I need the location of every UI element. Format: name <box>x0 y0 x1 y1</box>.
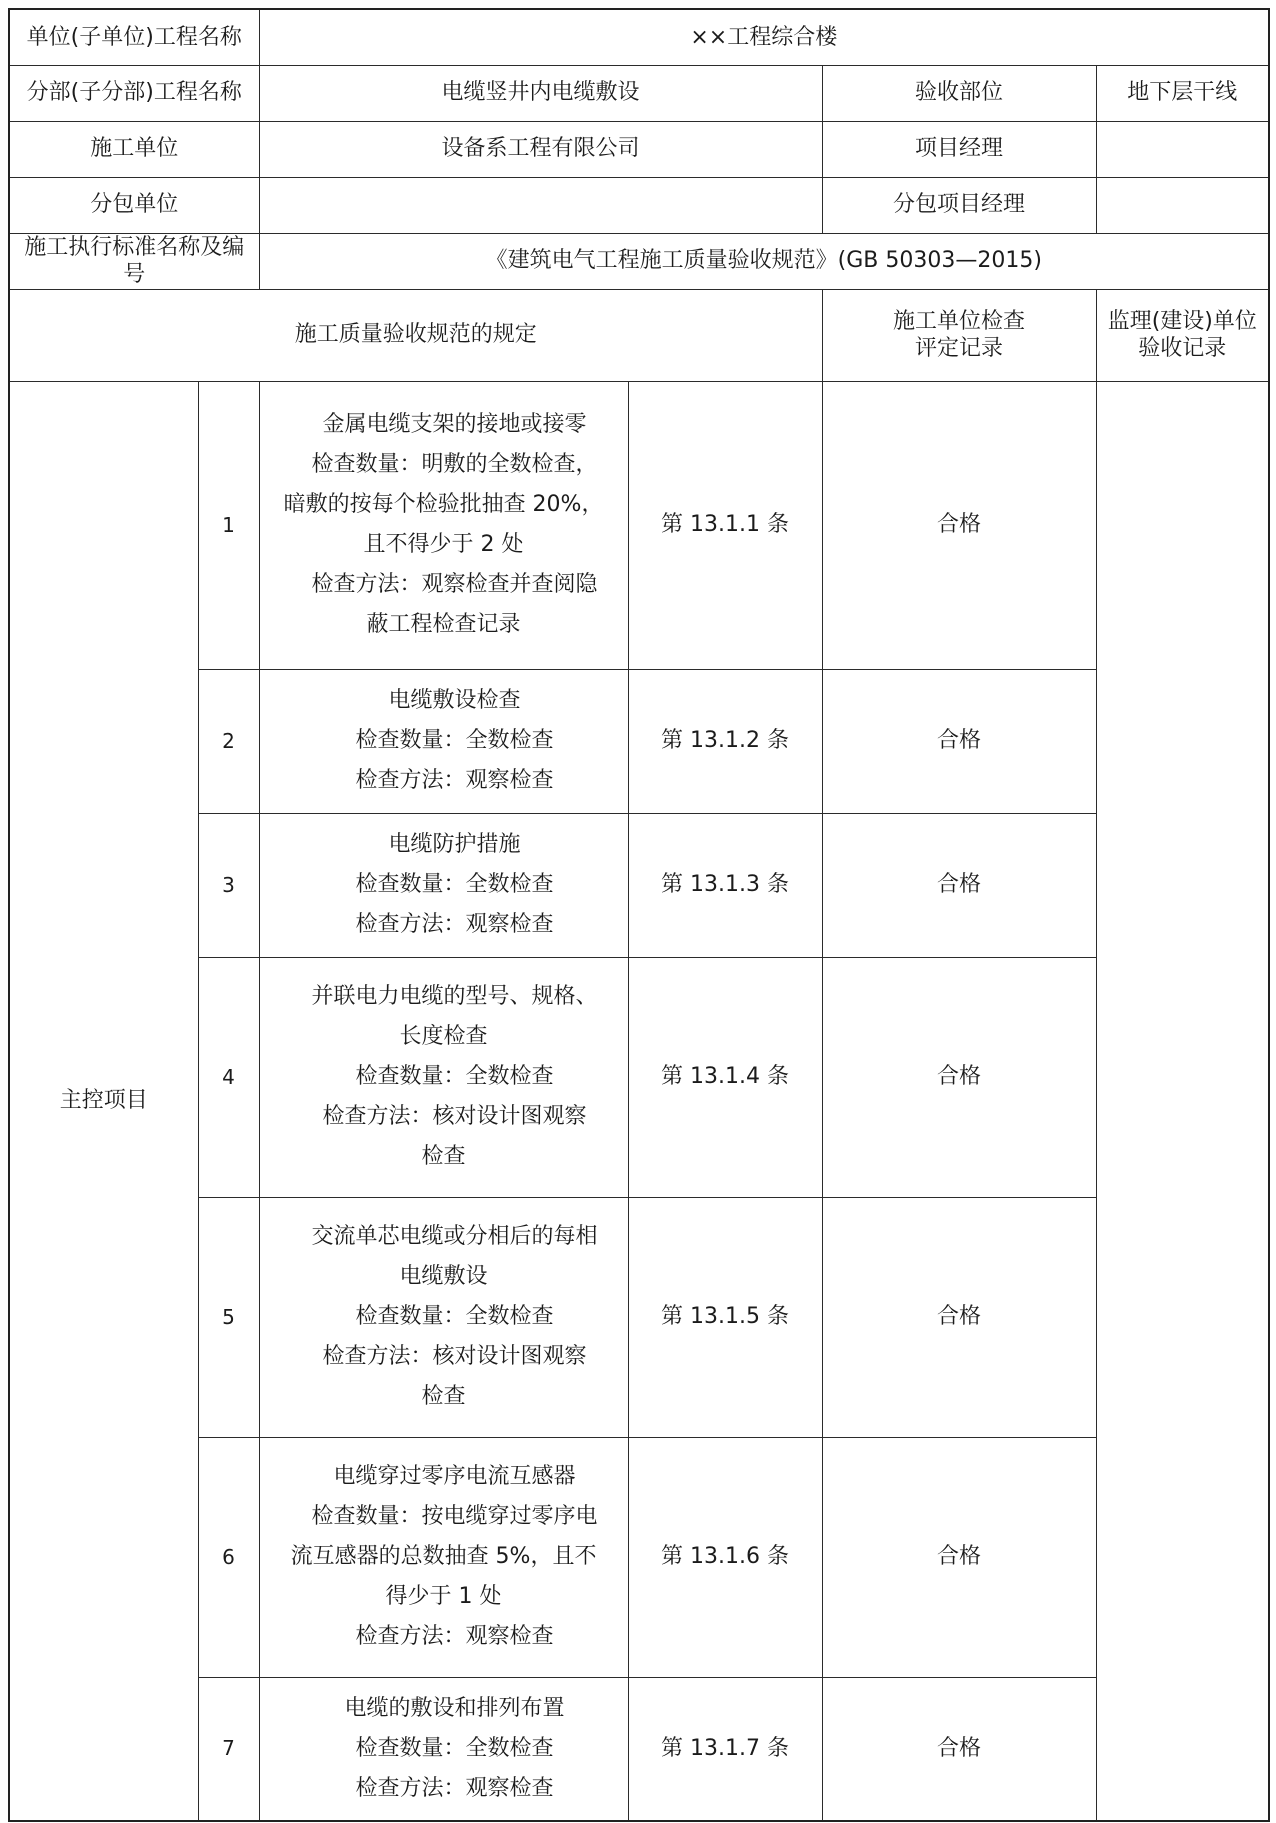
item-result: 合格 <box>822 381 1096 669</box>
item-requirement <box>259 1677 628 1821</box>
subcontractor-row <box>9 177 1269 233</box>
item-requirement <box>259 1197 628 1437</box>
item-clause: 第 13.1.7 条 <box>628 1677 822 1821</box>
item-clause: 第 13.1.1 条 <box>628 381 822 669</box>
requirement-line: 检查方法：观察检查 <box>355 768 554 793</box>
requirement-line: 得少于 1 处 <box>385 1584 502 1609</box>
requirement-line: 蔽工程检查记录 <box>366 612 521 637</box>
column-header-row <box>9 289 1269 381</box>
item-result: 合格 <box>822 1437 1096 1677</box>
item-clause: 第 13.1.2 条 <box>628 669 822 813</box>
requirement-line: 检查数量：全数检查 <box>355 1064 554 1089</box>
item-row <box>9 381 1269 669</box>
division-value: 电缆竖井内电缆敷设 <box>259 65 822 121</box>
requirement-line: 检查数量：明敷的全数检查， <box>311 452 598 477</box>
requirement-line: 电缆防护措施 <box>388 832 521 857</box>
item-row <box>9 813 1269 957</box>
unit-project-value: ××工程综合楼 <box>259 9 1269 65</box>
item-clause: 第 13.1.3 条 <box>628 813 822 957</box>
unit-project-label: 单位(子单位)工程名称 <box>9 9 259 65</box>
requirement-line: 交流单芯电缆或分相后的每相 <box>311 1224 598 1249</box>
contractor-value: 设备系工程有限公司 <box>259 121 822 177</box>
item-number: 4 <box>198 957 259 1197</box>
requirement-line: 检查数量：全数检查 <box>355 1735 554 1761</box>
requirement-line: 流互感器的总数抽查 5%，且不 <box>290 1544 597 1569</box>
requirement-line: 检查方法：观察检查 <box>355 1775 554 1801</box>
requirement-line: 检查数量：全数检查 <box>355 1304 554 1329</box>
requirement-line: 并联电力电缆的型号、规格、 <box>311 984 598 1009</box>
supervisor-record-header <box>1096 289 1269 381</box>
requirement-line: 检查方法：观察检查 <box>355 1624 554 1649</box>
requirement-line: 检查 <box>421 1384 466 1409</box>
supervisor-record-header-line: 验收记录 <box>1138 336 1227 361</box>
item-row <box>9 669 1269 813</box>
item-row <box>9 1197 1269 1437</box>
sub-project-manager-label: 分包项目经理 <box>822 177 1096 233</box>
item-result: 合格 <box>822 1197 1096 1437</box>
spec-column-header: 施工质量验收规范的规定 <box>9 289 822 381</box>
requirement-line: 检查数量：全数检查 <box>355 872 554 897</box>
contractor-record-header-line: 评定记录 <box>915 336 1004 361</box>
item-number: 2 <box>198 669 259 813</box>
requirement-line: 检查方法：观察检查 <box>355 912 554 937</box>
requirement-line: 检查数量：全数检查 <box>355 728 554 753</box>
item-number: 6 <box>198 1437 259 1677</box>
item-row <box>9 957 1269 1197</box>
item-requirement <box>259 669 628 813</box>
item-result: 合格 <box>822 1677 1096 1821</box>
item-number: 1 <box>198 381 259 669</box>
item-result: 合格 <box>822 813 1096 957</box>
requirement-line: 检查方法：核对设计图观察 <box>322 1104 587 1129</box>
contractor-record-header-line: 施工单位检查 <box>893 308 1026 334</box>
requirement-line: 电缆的敷设和排列布置 <box>344 1695 565 1721</box>
item-result: 合格 <box>822 957 1096 1197</box>
requirement-line: 电缆敷设 <box>399 1264 488 1289</box>
requirement-line: 长度检查 <box>399 1024 488 1049</box>
item-clause: 第 13.1.4 条 <box>628 957 822 1197</box>
acceptance-part-label: 验收部位 <box>822 65 1096 121</box>
requirement-line: 且不得少于 2 处 <box>363 532 524 557</box>
item-clause: 第 13.1.5 条 <box>628 1197 822 1437</box>
subcontractor-value <box>259 177 822 233</box>
item-requirement <box>259 1437 628 1677</box>
item-number: 3 <box>198 813 259 957</box>
standard-value: 《建筑电气工程施工质量验收规范》(GB 50303—2015) <box>259 233 1269 289</box>
requirement-line: 电缆敷设检查 <box>388 688 521 713</box>
project-manager-label: 项目经理 <box>822 121 1096 177</box>
supervisor-record-cell <box>1096 381 1269 1821</box>
item-requirement <box>259 813 628 957</box>
item-result: 合格 <box>822 669 1096 813</box>
acceptance-record-table <box>8 8 1270 1822</box>
division-label: 分部(子分部)工程名称 <box>9 65 259 121</box>
main-control-section-label: 主控项目 <box>9 381 198 1821</box>
item-number: 5 <box>198 1197 259 1437</box>
project-manager-value <box>1096 121 1269 177</box>
contractor-label: 施工单位 <box>9 121 259 177</box>
subcontractor-label: 分包单位 <box>9 177 259 233</box>
requirement-line: 检查方法：观察检查并查阅隐 <box>311 572 598 597</box>
requirement-line: 暗敷的按每个检验批抽查 20%， <box>283 492 604 517</box>
contractor-record-header <box>822 289 1096 381</box>
supervisor-record-header-line: 监理(建设)单位 <box>1107 308 1257 334</box>
requirement-line: 电缆穿过零序电流互感器 <box>333 1464 576 1489</box>
item-number: 7 <box>198 1677 259 1821</box>
contractor-row <box>9 121 1269 177</box>
unit-project-row <box>9 9 1269 65</box>
item-row <box>9 1677 1269 1821</box>
standard-row <box>9 233 1269 289</box>
acceptance-part-value: 地下层干线 <box>1096 65 1269 121</box>
requirement-line: 金属电缆支架的接地或接零 <box>322 412 587 437</box>
item-row <box>9 1437 1269 1677</box>
item-clause: 第 13.1.6 条 <box>628 1437 822 1677</box>
division-row <box>9 65 1269 121</box>
requirement-line: 检查方法：核对设计图观察 <box>322 1344 587 1369</box>
item-requirement <box>259 957 628 1197</box>
requirement-line: 检查数量：按电缆穿过零序电 <box>311 1504 598 1529</box>
item-requirement <box>259 381 628 669</box>
sub-project-manager-value <box>1096 177 1269 233</box>
standard-label: 施工执行标准名称及编号 <box>9 233 259 289</box>
requirement-line: 检查 <box>421 1144 466 1169</box>
